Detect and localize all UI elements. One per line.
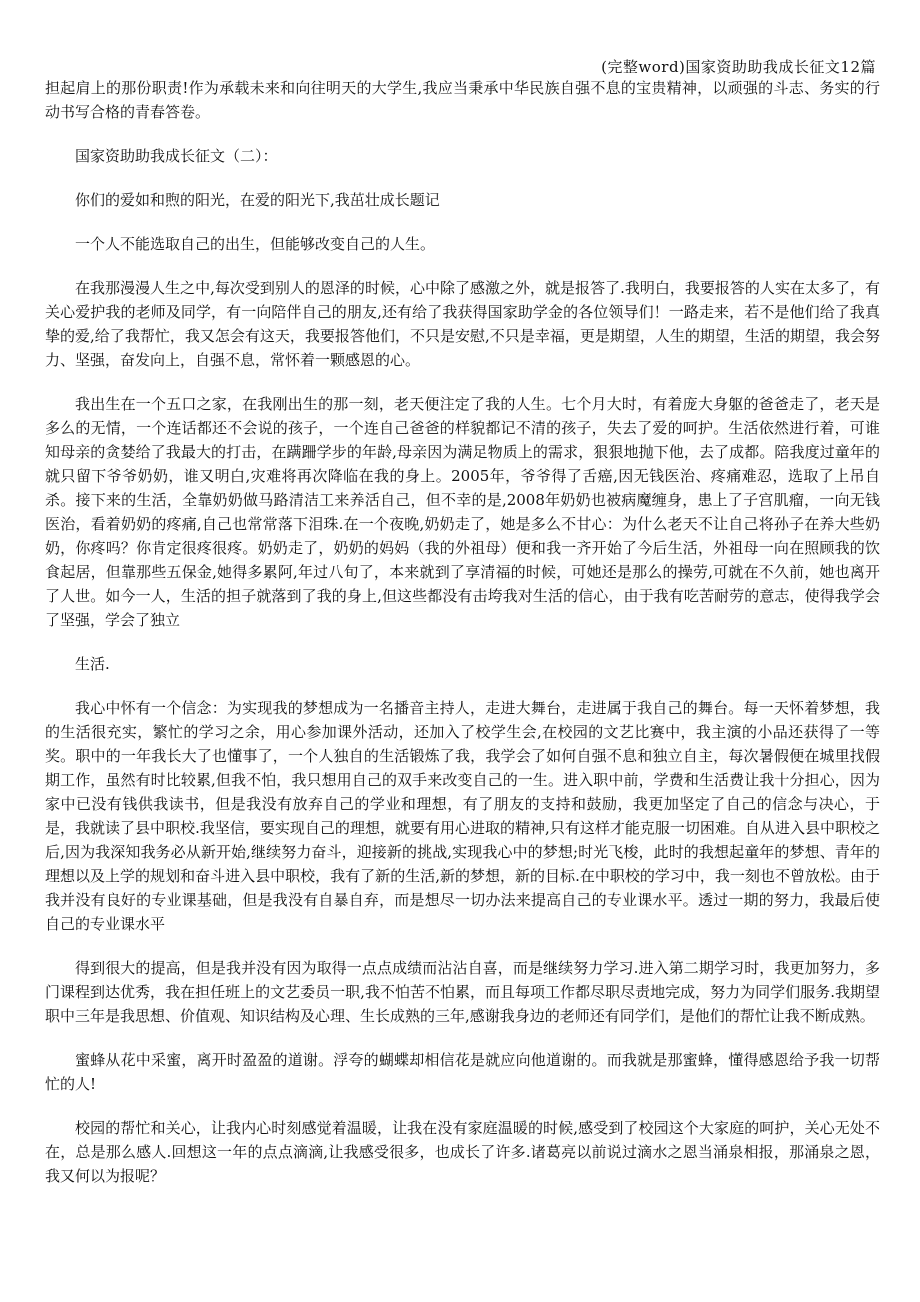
opening-line: 一个人不能选取自己的出生，但能够改变自己的人生。 (75, 235, 436, 253)
paragraph-school: 校园的帮忙和关心，让我内心时刻感觉着温暖，让我在没有家庭温暖的时候,感受到了校园这个大家庭的呵护，关心无处不在，总是那么感人.回想这一年的点点滴滴,让我感受很多，也成长了许多.诸葛亮以前说过滴水之恩当涌泉相报，那涌泉之恩，我又何以为报呢？ (45, 1119, 880, 1185)
paragraph-continuation: 担起肩上的那份职责!作为承载未来和向往明天的大学生,我应当秉承中华民族自强不息的宝贵精神，以顽强的斗志、务实的行动书写合格的青春答卷。 (45, 79, 880, 121)
paragraph-dream: 我心中怀有一个信念：为实现我的梦想成为一名播音主持人，走进大舞台，走进属于我自己的舞台。每一天怀着梦想，我的生活很充实，繁忙的学习之余，用心参加课外活动，还加入了校学生会,在校园的文艺比赛中，我主演的小品还获得了一等奖。职中的一年我长大了也懂事了，一个人独自的生活锻炼了我，我学会了如何自强不息和独立自主，每次暑假便在城里找假期工作，虽然有时比较累,但我不怕，我只想用自己的双手来改变自己的一生。进入职中前，学费和生活费让我十分担心，因为家中已没有钱供我读书，但是我没有放弃自己的学业和理想，有了朋友的支持和鼓励，我更加坚定了自己的信念与决心，于是，我就读了县中职校.我坚信，要实现自己的理想，就要有用心进取的精神,只有这样才能克服一切困难。自从进入县中职校之后,因为我深知我务必从新开始,继续努力奋斗，迎接新的挑战,实现我心中的梦想;时光飞梭，此时的我想起童年的梦想、青年的理想以及上学的规划和奋斗进入县中职校，我有了新的生活,新的梦想，新的目标.在中职校的学习中，我一刻也不曾放松。由于我并没有良好的专业课基础，但是我没有自暴自弃，而是想尽一切办法来提高自己的专业课水平。透过一期的努力，我最后使自己的专业课水平 (45, 699, 880, 933)
paragraph-gratitude: 在我那漫漫人生之中,每次受到别人的恩泽的时候，心中除了感激之外，就是报答了.我明白，我要报答的人实在太多了，有关心爱护我的老师及同学，有一向陪伴自己的朋友,还有给了我获得国家助学金的各位领导们！一路走来，若不是他们给了我真挚的爱,给了我帮忙，我又怎会有这天，我要报答他们，不只是安慰,不只是幸福，更是期望，人生的期望，生活的期望，我会努力、坚强，奋发向上，自强不息，常怀着一颗感恩的心。 (45, 279, 880, 369)
document-body (45, 76, 880, 1208)
essay-heading: 国家资助助我成长征文（二）： (75, 147, 278, 165)
paragraph-short: 生活. (75, 655, 110, 673)
paragraph-family: 我出生在一个五口之家，在我刚出生的那一刻，老天便注定了我的人生。七个月大时，有着庞大身躯的爸爸走了，老天是多么的无情，一个连话都还不会说的孩子，一个连自己爸爸的样貌都记不清的孩子，失去了爱的呵护。生活依然进行着，可谁知母亲的贪婪给了我最大的打击，在蹒跚学步的年龄,母亲因为满足物质上的需求，狠狠地抛下他，去了成都。陪我度过童年的就只留下爷爷奶奶，谁又明白,灾难将再次降临在我的身上。2005年，爷爷得了舌癌,因无钱医治、疼痛难忍，选取了上吊自杀。接下来的生活，全靠奶奶做马路清洁工来养活自己，但不幸的是,2008年奶奶也被病魔缠身，患上了子宫肌瘤，一向无钱医治，看着奶奶的疼痛,自己也常常落下泪珠.在一个夜晚,奶奶走了，她是多么不甘心：为什么老天不让自己将孙子在养大些奶奶，你疼吗？你肯定很疼很疼。奶奶走了，奶奶的妈妈（我的外祖母）便和我一齐开始了今后生活，外祖母一向在照顾我的饮食起居，但靠那些五保金,她得多累阿,年过八旬了，本来就到了享清福的时候，可她还是那么的操劳,可就在不久前，她也离开了人世。如今一人，生活的担子就落到了我的身上,但这些都没有击垮我对生活的信心，由于我有吃苦耐劳的意志，使得我学会了坚强，学会了独立 (45, 395, 880, 629)
epigraph-line: 你们的爱如和煦的阳光，在爱的阳光下,我茁壮成长题记 (75, 191, 440, 209)
paragraph-progress: 得到很大的提高，但是我并没有因为取得一点点成绩而沾沾自喜，而是继续努力学习.进入第二期学习时，我更加努力，多门课程到达优秀，我在担任班上的文艺委员一职,我不怕苦不怕累，而且每项工作都尽职尽责地完成，努力为同学们服务.我期望职中三年是我思想、价值观、知识结构及心理、生长成熟的三年,感谢我身边的老师还有同学们，是他们的帮忙让我不断成熟。 (45, 959, 880, 1025)
paragraph-bee: 蜜蜂从花中采蜜，离开时盈盈的道谢。浮夸的蝴蝶却相信花是就应向他道谢的。而我就是那蜜蜂，懂得感恩给予我一切帮忙的人! (45, 1051, 880, 1093)
document-header-title: (完整word)国家资助助我成长征文12篇 (601, 58, 876, 76)
